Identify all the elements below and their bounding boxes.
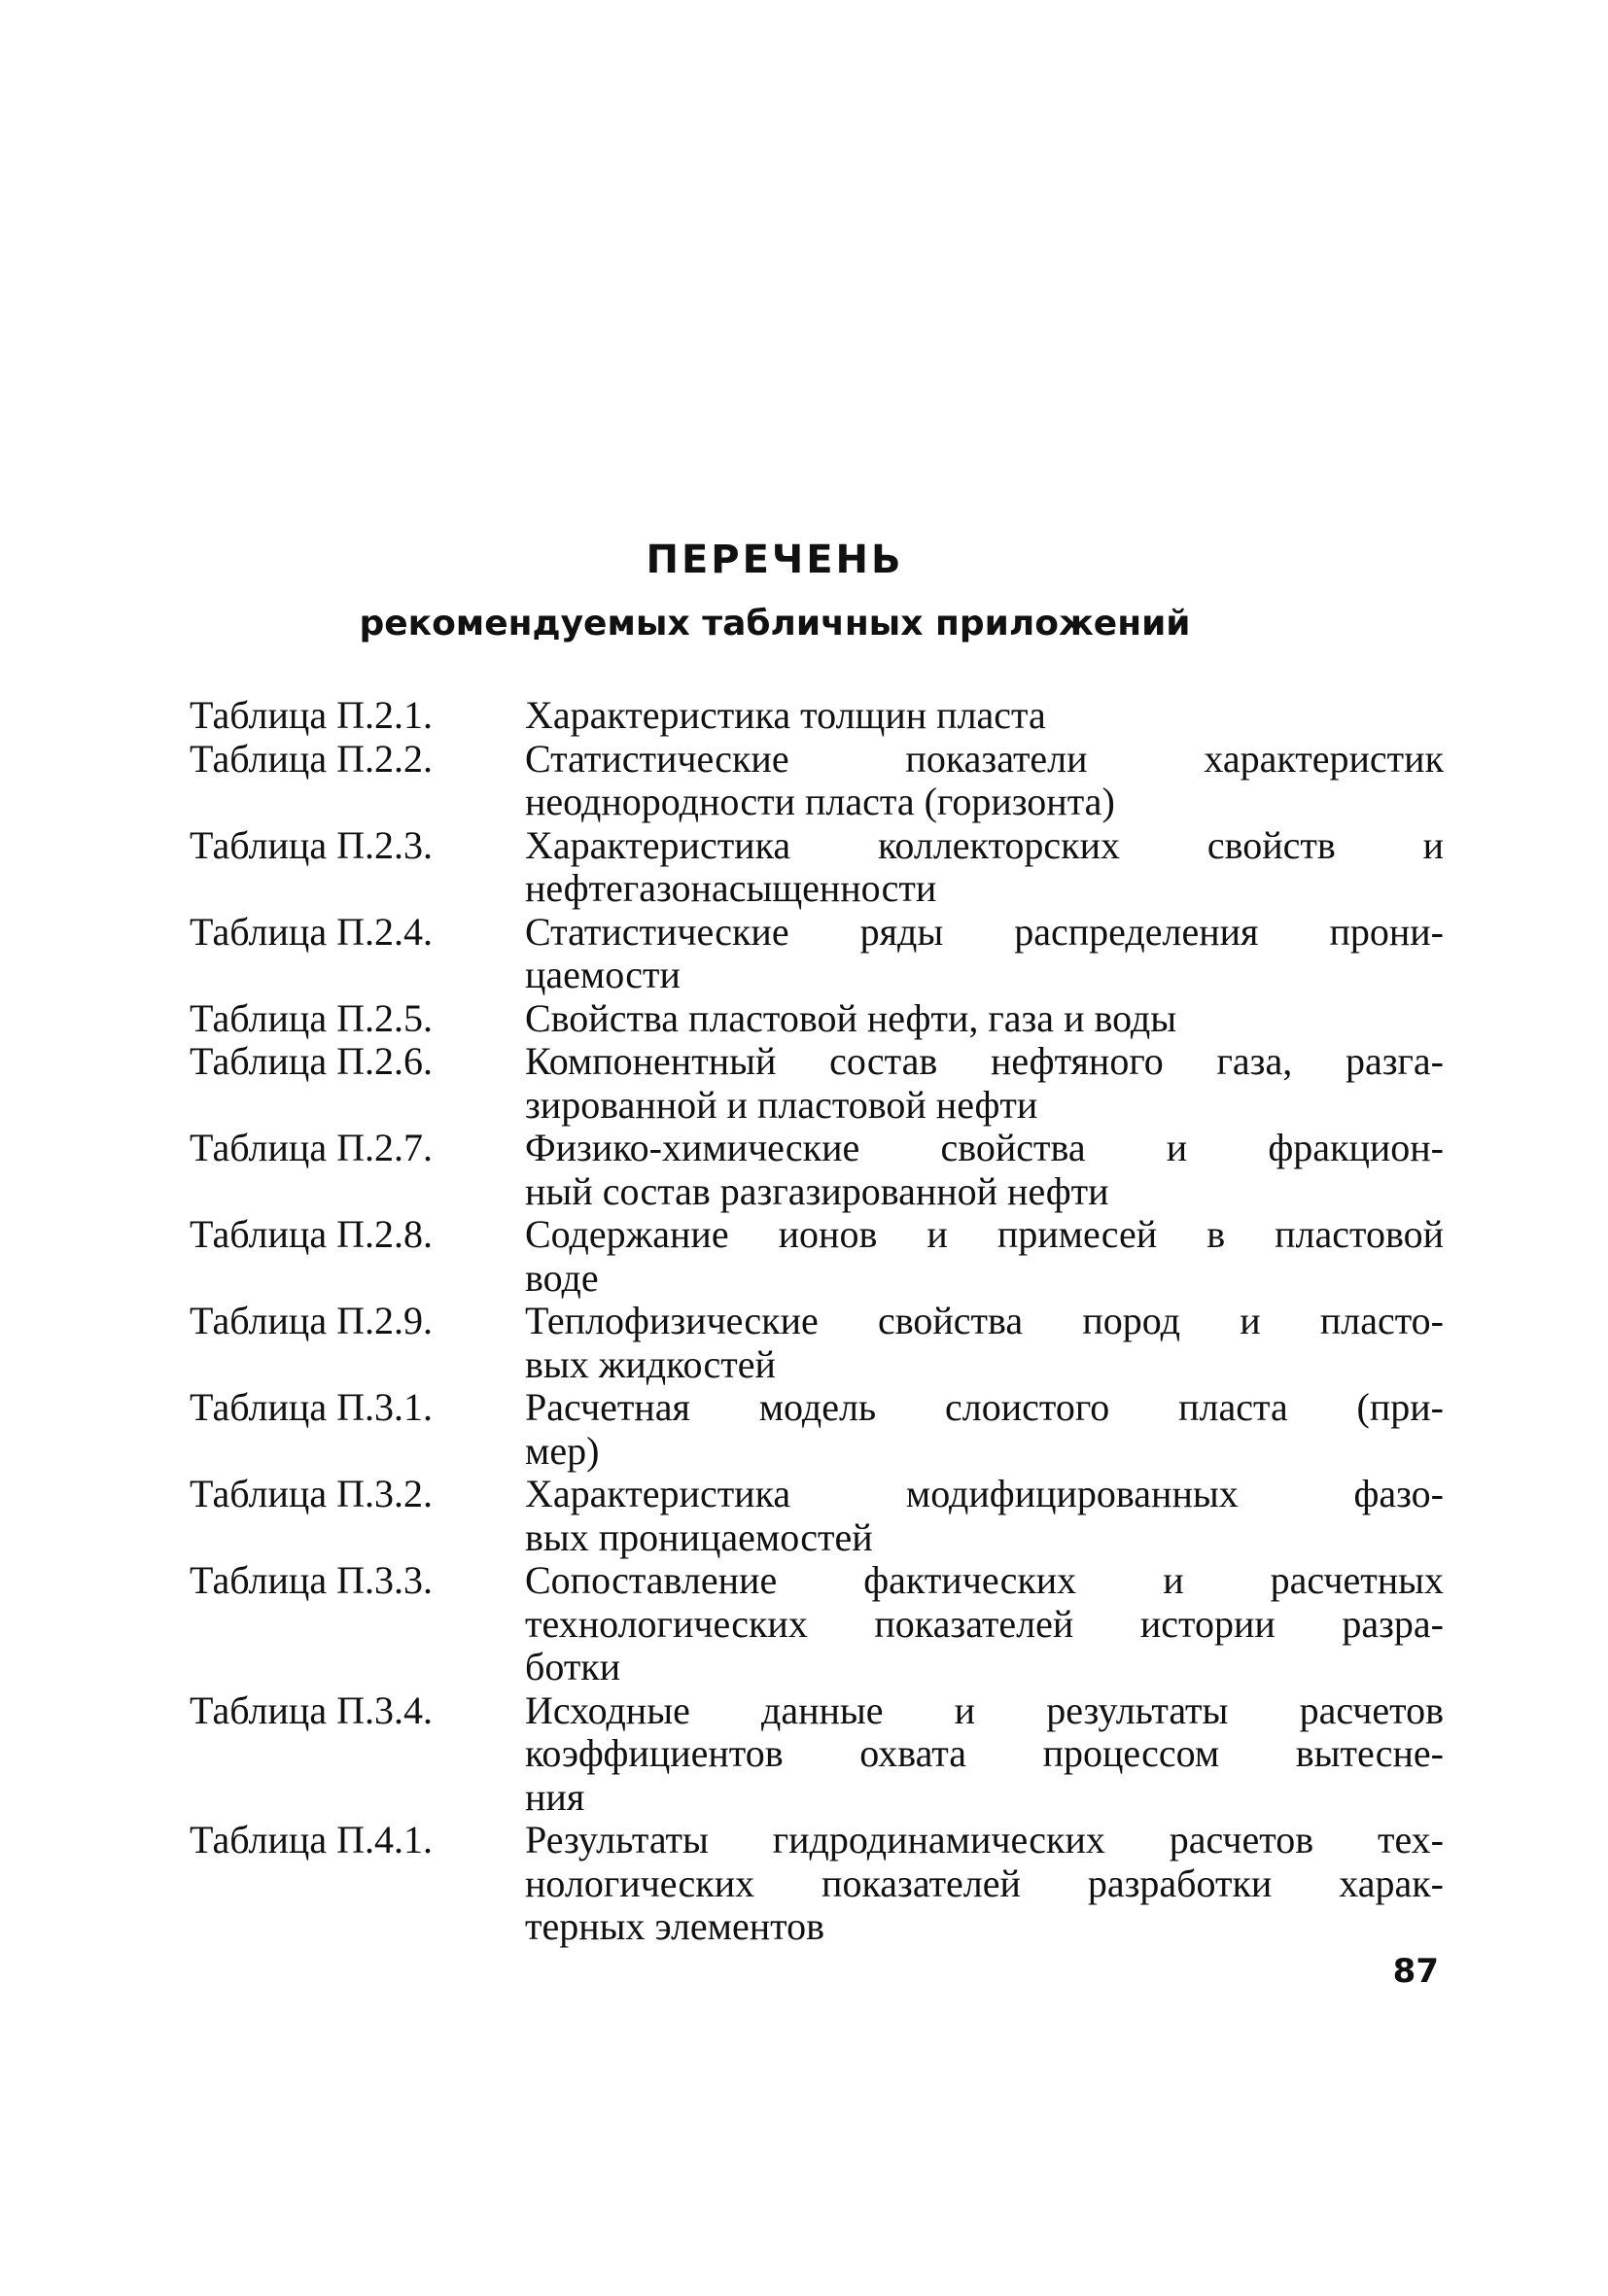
list-item: [190, 1213, 1444, 1300]
description-line: Содержание ионов и примесей в пластовой: [525, 1212, 1444, 1256]
table-description: [525, 1127, 1444, 1213]
description-line: нологических показателей разработки харак-: [525, 1861, 1444, 1905]
list-item: [190, 911, 1444, 997]
description-line: ния: [525, 1774, 585, 1819]
description-line: Статистические ряды распределения прони-: [525, 909, 1444, 954]
table-number: Таблица П.3.3.: [190, 1558, 433, 1602]
description-line: Характеристика толщин пласта: [525, 693, 1046, 737]
description-line: терных элементов: [525, 1904, 824, 1948]
list-item: [190, 694, 1444, 738]
description-line: ботки: [525, 1645, 621, 1688]
list-item: [190, 1819, 1444, 1949]
description-line: зированной и пластовой нефти: [525, 1082, 1038, 1127]
table-description: [525, 1300, 1444, 1386]
description-line: Сопоставление фактических и расчетных: [525, 1558, 1444, 1602]
description-line: Компонентный состав нефтяного газа, разга-: [525, 1039, 1444, 1083]
table-description: [525, 824, 1444, 911]
description-line: Свойства пластовой нефти, газа и воды: [525, 995, 1177, 1040]
description-line: Характеристика модифицированных фазо-: [525, 1472, 1444, 1515]
description-line: Исходные данные и результаты расчетов: [525, 1687, 1444, 1732]
description-line: неоднородности пласта (горизонта): [525, 780, 1115, 823]
table-number: Таблица П.2.6.: [190, 1039, 433, 1083]
table-description: [525, 738, 1444, 824]
list-item: [190, 824, 1444, 911]
table-list: [190, 694, 1444, 1949]
table-number: Таблица П.4.1.: [190, 1818, 433, 1861]
description-line: Теплофизические свойства пород и пласто-: [525, 1299, 1444, 1342]
description-line: коэффициентов охвата процессом вытесне-: [525, 1731, 1444, 1775]
page-subtitle: рекомендуемых табличных приложений: [359, 604, 1191, 644]
description-line: нефтегазонасыщенности: [525, 866, 937, 910]
table-number: Таблица П.3.1.: [190, 1385, 433, 1429]
page-title: ПЕРЕЧЕНЬ: [646, 538, 904, 582]
description-line: Статистические показатели характеристик: [525, 736, 1444, 781]
list-item: [190, 1386, 1444, 1473]
description-line: Характеристика коллекторских свойств и: [525, 822, 1444, 867]
description-line: ный состав разгазированной нефти: [525, 1168, 1109, 1213]
table-number: Таблица П.3.2.: [190, 1472, 433, 1515]
description-line: мер): [525, 1428, 600, 1473]
description-line: вых жидкостей: [525, 1341, 776, 1386]
table-description: [525, 1473, 1444, 1559]
list-item: [190, 738, 1444, 824]
table-number: Таблица П.2.5.: [190, 995, 433, 1040]
description-line: вых проницаемостей: [525, 1514, 873, 1559]
description-line: Результаты гидродинамических расчетов тех-: [525, 1818, 1444, 1861]
table-number: Таблица П.2.3.: [190, 822, 433, 867]
table-number: Таблица П.2.2.: [190, 736, 433, 781]
description-line: воде: [525, 1255, 599, 1300]
table-number: Таблица П.2.8.: [190, 1212, 433, 1256]
table-description: [525, 1689, 1444, 1820]
list-item: [190, 1040, 1444, 1127]
table-description: [525, 1819, 1444, 1949]
description-line: Расчетная модель слоистого пласта (при-: [525, 1385, 1444, 1429]
list-item: [190, 997, 1444, 1041]
table-number: Таблица П.3.4.: [190, 1687, 433, 1732]
list-item: [190, 1473, 1444, 1559]
description-line: технологических показателей истории разра-: [525, 1601, 1444, 1646]
list-item: [190, 1559, 1444, 1689]
table-number: Таблица П.2.4.: [190, 909, 433, 954]
table-number: Таблица П.2.1.: [190, 693, 433, 737]
table-description: [525, 1213, 1444, 1300]
table-description: [525, 911, 1444, 997]
table-number: Таблица П.2.9.: [190, 1299, 433, 1342]
table-description: [525, 1040, 1444, 1127]
description-line: Физико-химические свойства и фракцион-: [525, 1126, 1444, 1169]
table-description: [525, 1559, 1444, 1689]
table-description: [525, 1386, 1444, 1473]
table-description: [525, 997, 1444, 1041]
page-number: 87: [1392, 1952, 1439, 1991]
list-item: [190, 1689, 1444, 1820]
list-item: [190, 1300, 1444, 1386]
table-number: Таблица П.2.7.: [190, 1126, 433, 1169]
list-item: [190, 1127, 1444, 1213]
description-line: цаемости: [525, 953, 681, 996]
table-description: [525, 694, 1444, 738]
